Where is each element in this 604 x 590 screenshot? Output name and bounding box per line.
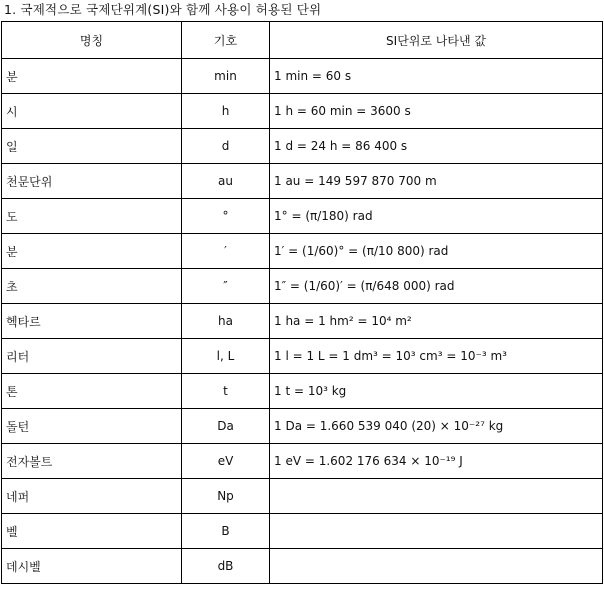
- table-row: [2, 409, 603, 444]
- unit-si-value: 1 eV = 1.602 176 634 × 10⁻¹⁹ J: [270, 444, 603, 479]
- table-header-row: [2, 22, 603, 59]
- table-row: [2, 479, 603, 514]
- unit-symbol: Np: [182, 479, 270, 514]
- table-row: [2, 549, 603, 584]
- table-row: [2, 339, 603, 374]
- unit-name: 네퍼: [2, 479, 182, 514]
- table-row: [2, 129, 603, 164]
- table-row: [2, 234, 603, 269]
- unit-si-value: 1 h = 60 min = 3600 s: [270, 94, 603, 129]
- unit-name: 도: [2, 199, 182, 234]
- unit-symbol: d: [182, 129, 270, 164]
- unit-name: 데시벨: [2, 549, 182, 584]
- unit-si-value: 1 min = 60 s: [270, 59, 603, 94]
- unit-symbol: Da: [182, 409, 270, 444]
- unit-symbol: t: [182, 374, 270, 409]
- unit-symbol: ″: [182, 269, 270, 304]
- unit-name: 헥타르: [2, 304, 182, 339]
- unit-si-value: 1 l = 1 L = 1 dm³ = 10³ cm³ = 10⁻³ m³: [270, 339, 603, 374]
- unit-name: 리터: [2, 339, 182, 374]
- unit-symbol: l, L: [182, 339, 270, 374]
- unit-symbol: B: [182, 514, 270, 549]
- unit-si-value: 1′ = (1/60)° = (π/10 800) rad: [270, 234, 603, 269]
- unit-name: 천문단위: [2, 164, 182, 199]
- unit-si-value: 1 d = 24 h = 86 400 s: [270, 129, 603, 164]
- unit-name: 전자볼트: [2, 444, 182, 479]
- table-row: [2, 94, 603, 129]
- unit-name: 분: [2, 59, 182, 94]
- unit-si-value: 1″ = (1/60)′ = (π/648 000) rad: [270, 269, 603, 304]
- unit-name: 벨: [2, 514, 182, 549]
- header-value: SI단위로 나타낸 값: [270, 22, 603, 59]
- unit-name: 시: [2, 94, 182, 129]
- table-row: [2, 514, 603, 549]
- unit-symbol: eV: [182, 444, 270, 479]
- unit-symbol: °: [182, 199, 270, 234]
- table-row: [2, 374, 603, 409]
- unit-si-value: 1 t = 10³ kg: [270, 374, 603, 409]
- header-name: 명칭: [2, 22, 182, 59]
- unit-symbol: ′: [182, 234, 270, 269]
- header-symbol: 기호: [182, 22, 270, 59]
- table-row: [2, 269, 603, 304]
- unit-si-value: 1° = (π/180) rad: [270, 199, 603, 234]
- unit-si-value: 1 Da = 1.660 539 040 (20) × 10⁻²⁷ kg: [270, 409, 603, 444]
- unit-si-value: [270, 479, 603, 514]
- unit-symbol: h: [182, 94, 270, 129]
- unit-si-value: 1 au = 149 597 870 700 m: [270, 164, 603, 199]
- unit-name: 초: [2, 269, 182, 304]
- table-row: [2, 444, 603, 479]
- unit-si-value: [270, 549, 603, 584]
- unit-si-value: [270, 514, 603, 549]
- unit-symbol: au: [182, 164, 270, 199]
- unit-name: 분: [2, 234, 182, 269]
- unit-name: 돌턴: [2, 409, 182, 444]
- unit-si-value: 1 ha = 1 hm² = 10⁴ m²: [270, 304, 603, 339]
- units-table: [1, 21, 603, 584]
- unit-name: 톤: [2, 374, 182, 409]
- table-row: [2, 304, 603, 339]
- unit-symbol: ha: [182, 304, 270, 339]
- unit-symbol: dB: [182, 549, 270, 584]
- table-row: [2, 59, 603, 94]
- document-title: 1. 국제적으로 국제단위계(SI)와 함께 사용이 허용된 단위: [4, 2, 322, 17]
- table-row: [2, 164, 603, 199]
- unit-symbol: min: [182, 59, 270, 94]
- unit-name: 일: [2, 129, 182, 164]
- table-row: [2, 199, 603, 234]
